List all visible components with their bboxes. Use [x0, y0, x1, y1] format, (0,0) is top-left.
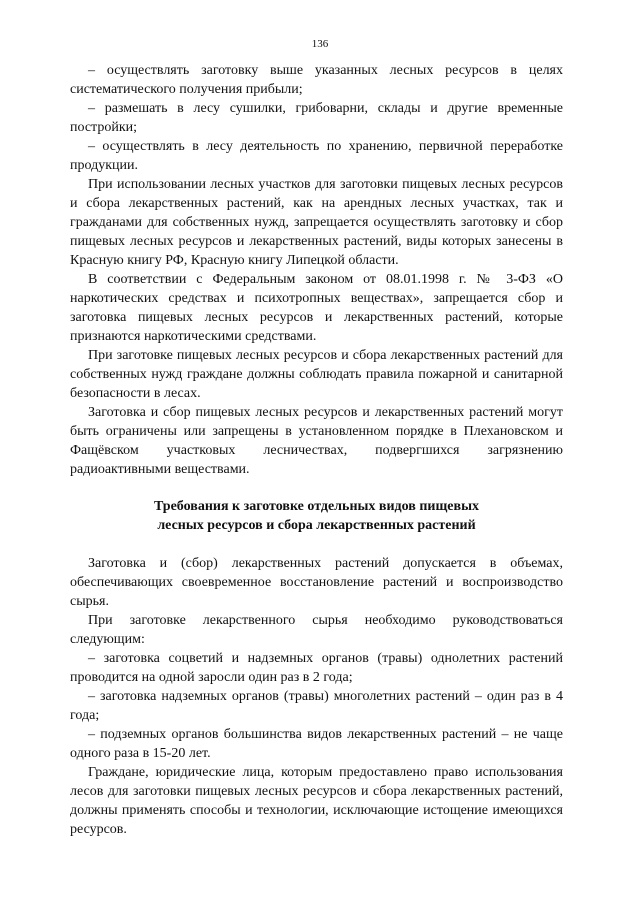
list-item-underground-organs: – подземных органов большинства видов лекарственных растений – не чаще одного раза в 15-20 лет.	[70, 727, 563, 761]
document-body	[70, 61, 563, 839]
paragraph-fire-safety: При заготовке пищевых лесных ресурсов и сбора лекарственных растений для собственных нужд граждане должны соблюдать правила пожарной и санитарной безопасности в лесах.	[70, 348, 563, 401]
list-item-profit: – осуществлять заготовку выше указанных лесных ресурсов в целях систематического получения прибыли;	[70, 63, 563, 97]
section-heading	[70, 497, 563, 535]
section-heading-line-2: лесных ресурсов и сбора лекарственных растений	[157, 518, 476, 533]
paragraph-sustainable-methods: Граждане, юридические лица, которым предоставлено право использования лесов для заготовки пищевых лесных ресурсов и сбора лекарственных растений, должны применять способы и технологии, исключающие истощение имеющихся ресурсов.	[70, 765, 563, 837]
list-item-annual-plants: – заготовка соцветий и надземных органов (травы) однолетних растений проводится на одной заросли один раз в 2 года;	[70, 651, 563, 685]
section-heading-line-1: Требования к заготовке отдельных видов пищевых	[153, 499, 480, 514]
spacer	[70, 479, 563, 497]
paragraph-radioactive: Заготовка и сбор пищевых лесных ресурсов и лекарственных растений могут быть ограничены или запрещены в установленном порядке в Плехановском и Фащёвском участковых лесничествах, подвергшихся загрязнению радиоактивными веществами.	[70, 405, 563, 477]
paragraph-red-book: При использовании лесных участков для заготовки пищевых лесных ресурсов и сбора лекарственных растений, как на арендных лесных участках, так и гражданами для собственных нужд, запрещается осуществлять заготовку и сбор пищевых лесных ресурсов и лекарственных растений, виды которых занесены в Красную книгу РФ, Красную книгу Липецкой области.	[70, 177, 563, 268]
list-item-processing: – осуществлять в лесу деятельность по хранению, первичной переработке продукции.	[70, 139, 563, 173]
page-number: 136	[311, 38, 329, 50]
paragraph-narcotics-law: В соответствии с Федеральным законом от 08.01.1998 г. № 3-ФЗ «О наркотических средствах и психотропных веществах», запрещается сбор и заготовка пищевых лесных ресурсов и лекарственных растений, которые признаются наркотическими средствами.	[70, 272, 563, 344]
list-item-perennial-plants: – заготовка надземных органов (травы) многолетних растений – один раз в 4 года;	[70, 689, 563, 723]
paragraph-volumes: Заготовка и (сбор) лекарственных растений допускается в объемах, обеспечивающих своевременное восстановление растений и воспроизводство сырья.	[70, 556, 563, 609]
paragraph-guidance-intro: При заготовке лекарственного сырья необходимо руководствоваться следующим:	[70, 613, 563, 647]
spacer	[70, 535, 563, 554]
list-item-buildings: – размешать в лесу сушилки, грибоварни, склады и другие временные постройки;	[70, 101, 563, 135]
